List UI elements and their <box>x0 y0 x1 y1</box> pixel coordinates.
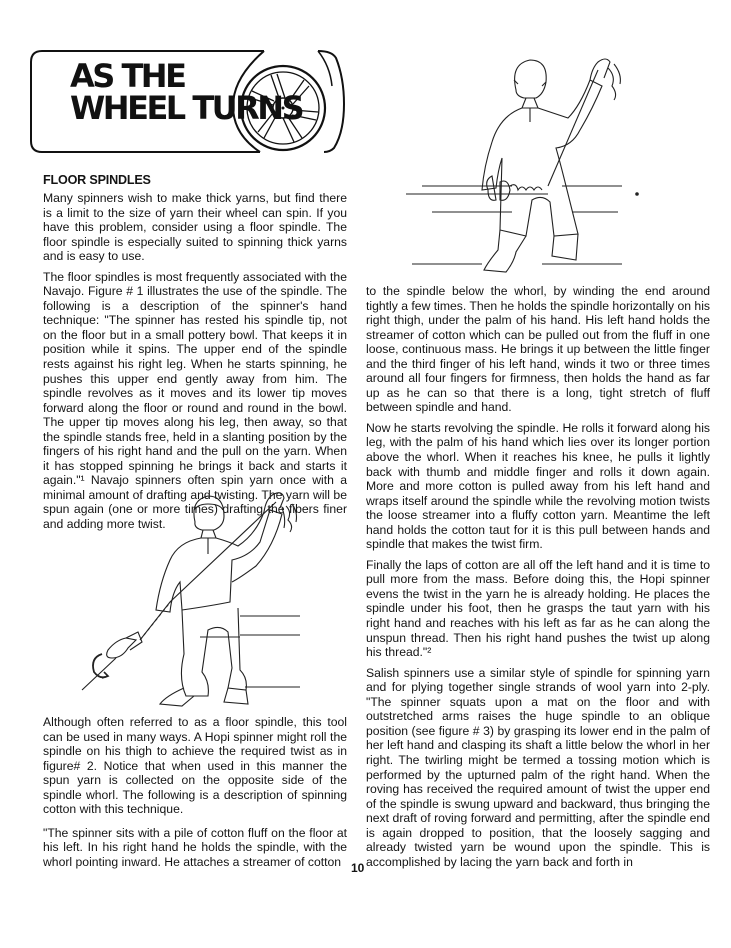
navajo-paragraph: The floor spindles is most frequently associated with the Navajo. Figure # 1 illustrates the use of the spindle. The following is a description of the spinner's hand technique: "The spinner has rested his spindle tip, not on the floor but in a small pottery bowl. That keeps it in position while it spins. The upper end of the spindle rests against his right leg. When he starts spinning, he pushes this upper end gently away from him. The spindle revolves as it moves and its lower tip moves forward along the floor or round and round in the bowl. The upper tip moves along his leg, then away, so that the spindle stands free, held in a slanting position by the fingers of his right hand and the pull on the yarn. When it has stopped spinning he brings it back and starts it again."¹ Navajo spinners often spin yarn once with a minimal amount of drafting and twisting. The yarn will be spun again (one or more times) drafting the fibers finer and adding more twist. <box>43 269 347 532</box>
left-column-bottom <box>43 715 347 875</box>
figure-1-illustration <box>60 482 320 710</box>
spindle-setup-paragraph: to the spindle below the whorl, by winding the end around tightly a few times. Then he holds the spindle horizontally on his right thigh, under the palm of his hand. His left hand holds the streamer of cotton which can be pulled out from the fluff in one loose, continuous mass. He brings it up between the little finger and the third finger of his left hand, winds it two or three times around all four fingers for firmness, then holds the hand as far up as he can so that there is a long, tight stretch of fluff between spindle and hand. <box>366 284 710 415</box>
seated-spinner-horizontal-spindle-icon <box>392 50 662 280</box>
column-logo <box>28 48 358 156</box>
twist-paragraph: Finally the laps of cotton are all off the left hand and it is time to pull more from the mass. Before doing this, the Hopi spinner evens the twist in the yarn he is already holding. He places the spindle under his foot, then he grasps the taut yarn with his right hand and reaches with his left as far as he can along the unspun thread. Then his right hand pushes the twist up along his thread."² <box>366 557 710 660</box>
hopi-quote-paragraph: "The spinner sits with a pile of cotton fluff on the floor at his left. In his right hand he holds the spindle, with the whorl pointing inward. He attaches a streamer of cotton <box>43 825 347 869</box>
seated-spinner-slanted-spindle-icon <box>60 482 320 710</box>
right-column <box>366 284 710 875</box>
hopi-intro-paragraph: Although often referred to as a floor spindle, this tool can be used in many ways. A Hopi spinner might roll the spindle on his thigh to achieve the required twist as in figure# 2. Notice that when used in this manner the spun yarn is collected on the opposite side of the spindle whorl. The following is a description of spinning cotton with this technique. <box>43 715 347 817</box>
intro-paragraph: Many spinners wish to make thick yarns, but find there is a limit to the size of yarn their wheel can spin. If you have this problem, consider using a floor spindle. The floor spindle is especially suited to spinning thick yarns and is easy to use. <box>43 191 347 264</box>
page-number: 10 <box>351 861 365 875</box>
revolving-paragraph: Now he starts revolving the spindle. He rolls it forward along his leg, with the palm of his hand which lies over its longer portion above the whorl. When it reaches his knee, he pulls it lightly back with thumb and middle finger and rolls it down again. More and more cotton is pulled away from his left hand and wraps itself around the spindle while the revolving motion twists the loose streamer into a fluffy cotton yarn. Meantime the left hand holds the cotton taut for it is this pull between hands and spindle that makes the twist firm. <box>366 420 710 552</box>
salish-paragraph: Salish spinners use a similar style of spindle for spinning yarn and for plying together single strands of wool yarn into 2-ply. "The spinner squats upon a mat on the floor and with outstretched arms raises the huge spindle to an oblique position (see figure # 3) by grasping its lower end in the palm of her left hand and clasping its shaft a little below the whorl in her right. The twirling might be termed a tossing motion which is performed by the upturned palm of the right hand. When the roving has received the required amount of twist the upper end of the spindle is swung upward and backward, thus bringing the next draft of roving forward and permitting, after the spindle end is again dropped to position, that the loosely sagging and already twisted yarn be wound upon the spindle. This is accomplished by lacing the yarn back and forth in <box>366 665 710 869</box>
figure-2-illustration <box>392 50 662 280</box>
logo-title: AS THE WHEEL TURNS <box>70 57 303 127</box>
section-heading: FLOOR SPINDLES <box>43 173 151 187</box>
